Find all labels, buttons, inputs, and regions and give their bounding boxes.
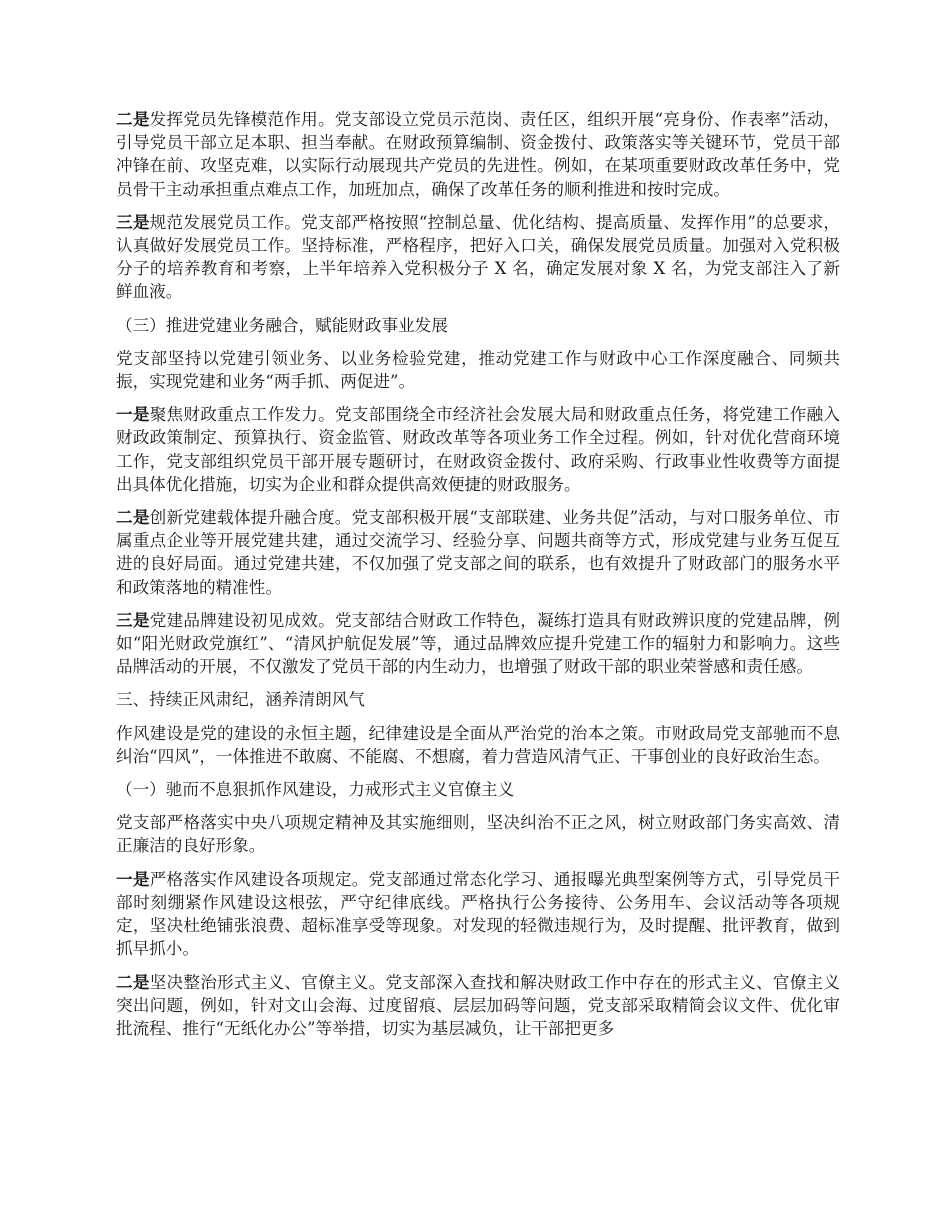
paragraph-13 [116,971,840,1041]
section-heading-3: （三）推进党建业务融合，赋能财政事业发展 [116,315,448,335]
paragraph-11: 党支部严格落实中央八项规定精神及其实施细则，坚决纠治不正之风，树立财政部门务实高效、清正廉洁的良好形象。 [116,813,840,856]
paragraph-text: 规范发展党员工作。党支部严格按照“控制总量、优化结构、提高质量、发挥作用”的总要求，认真做好发展党员工作。坚持标准，严格程序，把好入口关，确保发展党员质量。加强对入党积极分子的培养教育和考察，上半年培养入党积极分子 X 名，确定发展对象 X 名，为党支部注入了新鲜血液。 [116,212,841,302]
paragraph-text: 党建品牌建设初见成效。党支部结合财政工作特色，凝练打造具有财政辨识度的党建品牌，例如“阳光财政党旗红”、“清风护航促发展”等，通过品牌效应提升党建工作的辐射力和影响力。这些品牌活动的开展，不仅激发了党员干部的内生动力，也增强了财政干部的职业荣誉感和责任感。 [116,610,840,677]
paragraph-lead: 二是 [116,109,150,129]
paragraph-4: 党支部坚持以党建引领业务、以业务检验党建，推动党建工作与财政中心工作深度融合、同频共振，实现党建和业务“两手抓、两促进”。 [116,348,840,392]
paragraph-1 [116,108,840,201]
paragraph-text: 创新党建载体提升融合度。党支部积极开展“支部联建、业务共促”活动，与对口服务单位、市属重点企业等开展党建共建，通过交流学习、经验分享、问题共商等方式，形成党建与业务互促互进的良好局面。通过党建共建，不仅加强了党支部之间的联系，也有效提升了财政部门的服务水平和政策落地的精准性。 [116,508,841,597]
paragraph-lead: 三是 [116,211,150,232]
document-body [116,108,840,1050]
paragraph-lead: 二是 [116,507,150,528]
paragraph-6 [116,506,840,599]
paragraph-lead: 一是 [116,404,150,425]
paragraph-5 [116,403,840,496]
paragraph-lead: 一是 [116,868,150,889]
paragraph-lead: 三是 [116,609,150,630]
paragraph-text: 坚决整治形式主义、官僚主义。党支部深入查找和解决财政工作中存在的形式主义、官僚主义突出问题，例如，针对文山会海、过度留痕、层层加码等问题，党支部采取精简会议文件、优化审批流程、推行“无纸化办公”等举措，切实为基层减负，让干部把更多 [116,972,840,1038]
paragraph-9: 作风建设是党的建设的永恒主题，纪律建设是全面从严治党的治本之策。市财政局党支部驰而不息纠治“四风”，一体推进不敢腐、不能腐、不想腐，着力营造风清气正、干事创业的良好政治生态。 [116,723,840,766]
section-heading-10: （一）驰而不息狠抓作风建设，力戒形式主义官僚主义 [116,780,515,800]
paragraph-lead: 二是 [116,971,150,992]
paragraph-12 [116,868,840,961]
paragraph-7 [116,609,840,679]
paragraph-2 [116,211,840,304]
paragraph-text: 发挥党员先锋模范作用。党支部设立党员示范岗、责任区，组织开展“亮身份、作表率”活动，引导党员干部立足本职、担当奉献。在财政预算编制、资金拨付、政策落实等关键环节，党员干部冲锋在前、攻坚克难，以实际行动展现共产党员的先进性。例如，在某项重要财政改革任务中，党员骨干主动承担重点难点工作，加班加点，确保了改革任务的顺利推进和按时完成。 [116,110,841,199]
paragraph-text: 聚焦财政重点工作发力。党支部围绕全市经济社会发展大局和财政重点任务，将党建工作融入财政政策制定、预算执行、资金监管、财政改革等各项业务工作全过程。例如，针对优化营商环境工作，党支部组织党员干部开展专题研讨，在财政资金拨付、政府采购、行政事业性收费等方面提出具体优化措施，切实为企业和群众提供高效便捷的财政服务。 [116,405,840,494]
section-heading-8: 三、持续正风肃纪，涵养清朗风气 [116,690,365,710]
paragraph-text: 严格落实作风建设各项规定。党支部通过常态化学习、通报曝光典型案例等方式，引导党员干部时刻绷紧作风建设这根弦，严守纪律底线。严格执行公务接待、公务用车、会议活动等各项规定，坚决杜绝铺张浪费、超标准享受等现象。对发现的轻微违规行为，及时提醒、批评教育，做到抓早抓小。 [116,869,840,959]
